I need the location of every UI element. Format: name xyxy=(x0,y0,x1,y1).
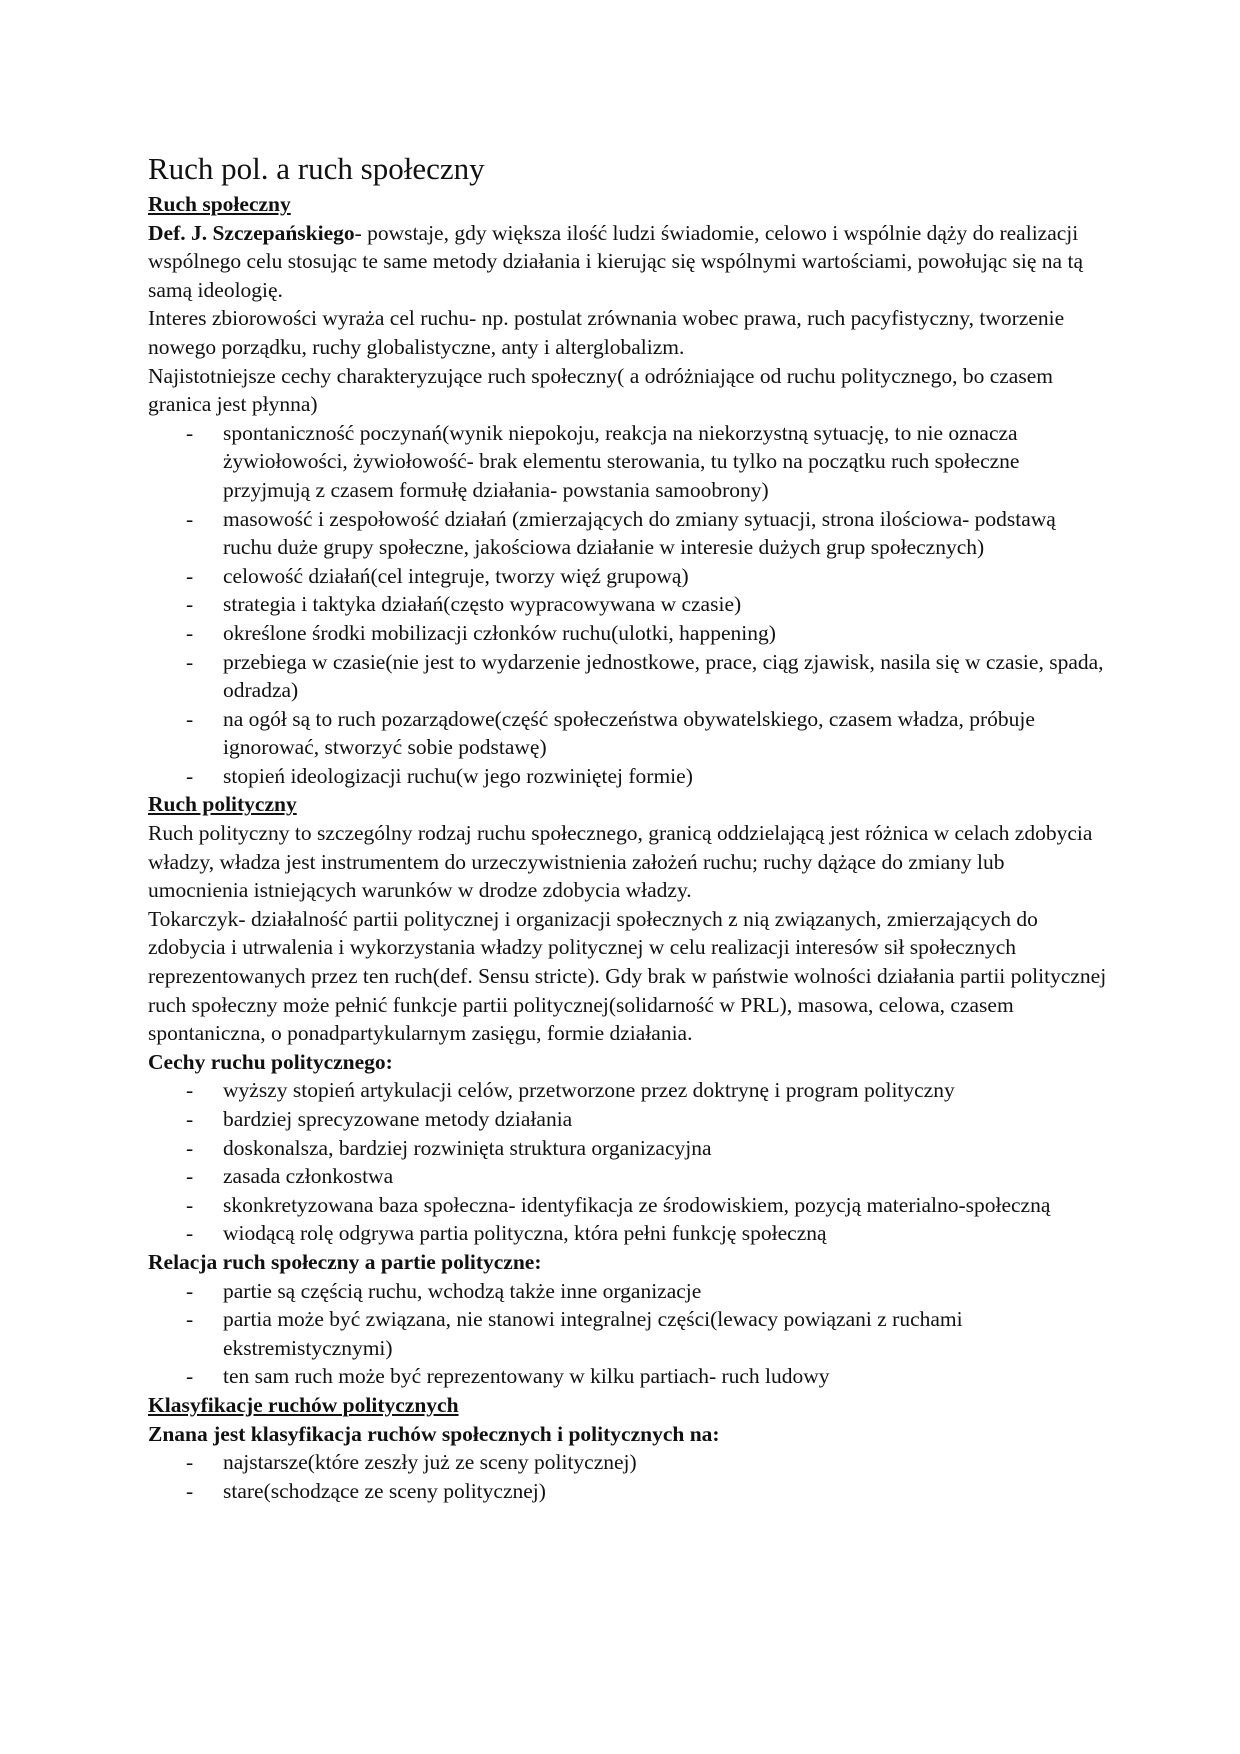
section-heading-ruch-polityczny: Ruch polityczny xyxy=(148,792,297,817)
list-item: - określone środki mobilizacji członków ruchu(ulotki, happening) xyxy=(148,619,1108,648)
section-heading-klasyfikacje: Klasyfikacje ruchów politycznych xyxy=(148,1392,459,1417)
list-item: - doskonalsza, bardziej rozwinięta struktura organizacyjna xyxy=(148,1134,1108,1163)
paragraph-ruch-polityczny: Ruch polityczny to szczególny rodzaj ruchu społecznego, granicą oddzielającą jest różnica w celach zdobycia władzy, władza jest instrumentem do urzeczywistnienia założeń ruchu; ruchy dążące do zmiany lub umocnienia istniejących warunków w drodze zdobycia władzy. xyxy=(148,821,1093,903)
list-item: - ten sam ruch może być reprezentowany w kilku partiach- ruch ludowy xyxy=(148,1362,1108,1391)
list-item: - skonkretyzowana baza społeczna- identyfikacja ze środowiskiem, pozycją materialno-społeczną xyxy=(148,1191,1108,1220)
list-item: - na ogół są to ruch pozarządowe(część społeczeństwa obywatelskiego, czasem władza, próbuje ignorować, stworzyć sobie podstawę) xyxy=(148,705,1108,762)
list-item: - najstarsze(które zeszły już ze sceny politycznej) xyxy=(148,1448,1108,1477)
paragraph-cechy-intro: Najistotniejsze cechy charakteryzujące ruch społeczny( a odróżniające od ruchu politycznego, bo czasem granica jest płynna) xyxy=(148,363,1053,417)
list-item: - strategia i taktyka działań(często wypracowywana w czasie) xyxy=(148,590,1108,619)
paragraph-tokarczyk: Tokarczyk- działalność partii politycznej i organizacji społecznych z nią związanych, zmierzających do zdobycia i utrwalenia i wykorzystania władzy politycznej w celu realizacji interesów sił społecznych reprezentowanych przez ten ruch(def. Sensu stricte). Gdy brak w państwie wolności działania partii politycznej ruch społeczny może pełnić funkcje partii politycznej(solidarność w PRL), masowa, celowa, czasem spontaniczna, o ponadpartykularnym zasięgu, formie działania. xyxy=(148,906,1107,1046)
list-classification xyxy=(148,1448,1108,1505)
list-item: - przebiega w czasie(nie jest to wydarzenie jednostkowe, prace, ciąg zjawisk, nasila się w czasie, spada, odradza) xyxy=(148,648,1108,705)
list-item: - celowość działań(cel integruje, tworzy więź grupową) xyxy=(148,562,1108,591)
list-item: - stopień ideologizacji ruchu(w jego rozwiniętej formie) xyxy=(148,762,1108,791)
paragraph-interes: Interes zbiorowości wyraża cel ruchu- np. postulat zrównania wobec prawa, ruch pacyfistyczny, tworzenie nowego porządku, ruchy globalistyczne, anty i alterglobalizm. xyxy=(148,306,1065,359)
subheading-cechy-ruchu-politycznego: Cechy ruchu politycznego: xyxy=(148,1049,393,1074)
subheading-znana-klasyfikacja: Znana jest klasyfikacja ruchów społecznych i politycznych na: xyxy=(148,1421,720,1446)
list-item: - zasada członkostwa xyxy=(148,1162,1108,1191)
definition-label: Def. J. Szczepańskiego xyxy=(148,220,355,245)
list-relations xyxy=(148,1277,1108,1391)
list-item: - bardziej sprecyzowane metody działania xyxy=(148,1105,1108,1134)
list-political-movement-features xyxy=(148,1076,1108,1248)
list-social-movement-features xyxy=(148,419,1108,791)
definition-text: - powstaje, gdy większa ilość ludzi świadomie, celowo i wspólnie dąży do realizacji wspólnego celu stosując te same metody działania i kierując się wspólnymi wartościami, powołując się na tą samą ideologię. xyxy=(148,220,1083,302)
document-title: Ruch pol. a ruch społeczny xyxy=(148,151,485,186)
list-item: - spontaniczność poczynań(wynik niepokoju, reakcja na niekorzystną sytuację, to nie oznacza żywiołowości, żywiołowość- brak elementu sterowania, tu tylko na początku ruch społeczne przyjmują z czasem formułę działania- powstania samoobrony) xyxy=(148,419,1108,505)
section-heading-ruch-spoleczny: Ruch społeczny xyxy=(148,192,291,216)
definition-paragraph xyxy=(148,219,1108,305)
list-item: - masowość i zespołowość działań (zmierzających do zmiany sytuacji, strona ilościowa- podstawą ruchu duże grupy społeczne, jakościowa działanie w interesie dużych grup społecznych) xyxy=(148,505,1108,562)
list-item: - stare(schodzące ze sceny politycznej) xyxy=(148,1477,1108,1506)
list-item: - wiodącą rolę odgrywa partia polityczna, która pełni funkcję społeczną xyxy=(148,1219,1108,1248)
list-item: - wyższy stopień artykulacji celów, przetworzone przez doktrynę i program polityczny xyxy=(148,1076,1108,1105)
document-body xyxy=(148,150,1108,1505)
list-item: - partia może być związana, nie stanowi integralnej części(lewacy powiązani z ruchami ekstremistycznymi) xyxy=(148,1305,1108,1362)
list-item: - partie są częścią ruchu, wchodzą także inne organizacje xyxy=(148,1277,1108,1306)
subheading-relacja: Relacja ruch społeczny a partie polityczne: xyxy=(148,1249,542,1274)
